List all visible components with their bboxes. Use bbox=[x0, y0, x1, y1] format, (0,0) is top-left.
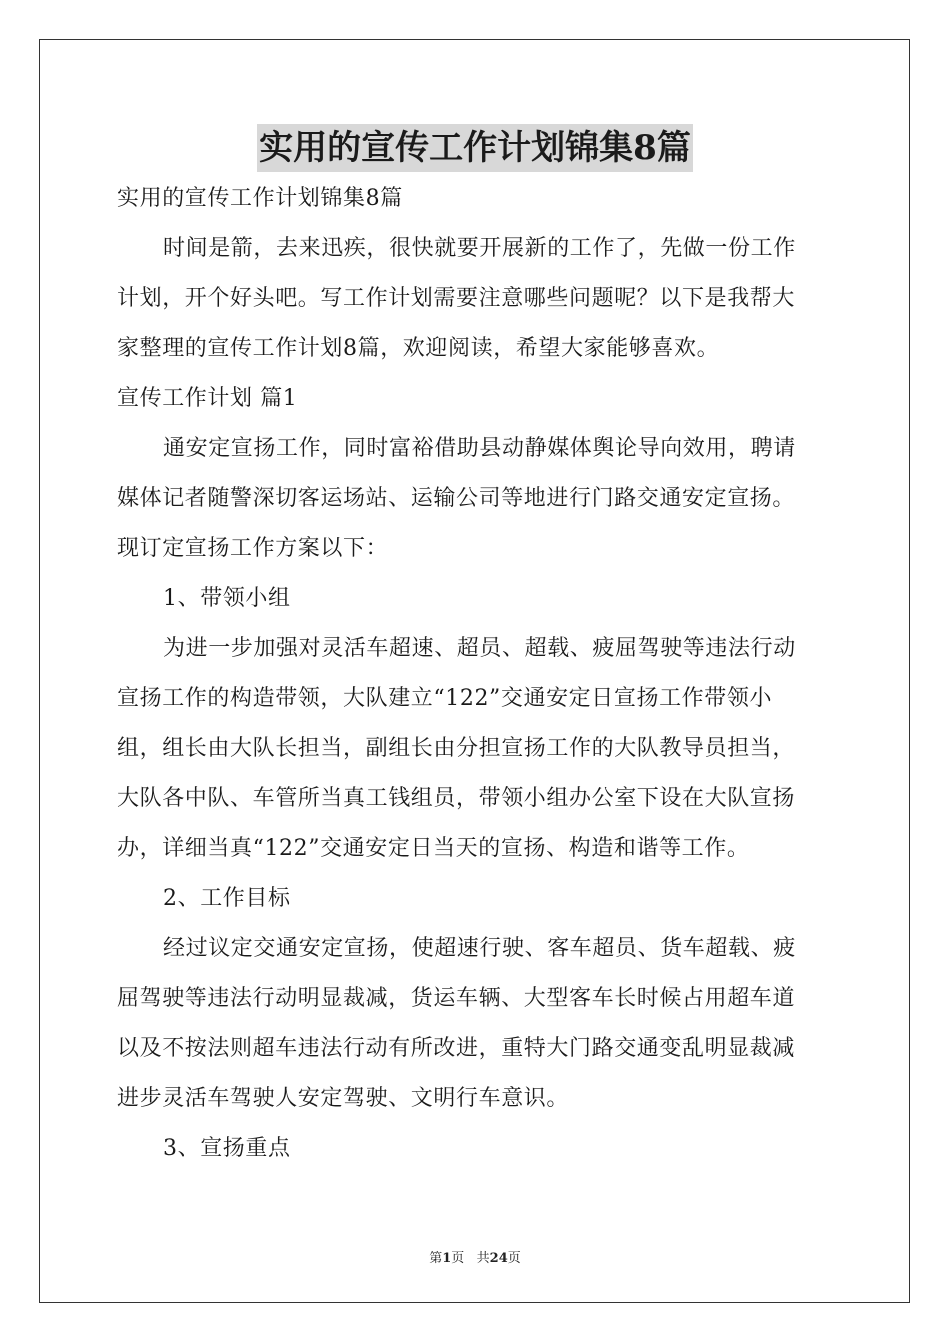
paragraph-line: 进步灵活车驾驶人安定驾驶、文明行车意识。 bbox=[117, 1086, 570, 1111]
page-footer bbox=[0, 1247, 950, 1266]
paragraph-line: 经过议定交通安定宣扬，使超速行驶、客车超员、货车超载、疲 bbox=[163, 936, 796, 961]
paragraph-line: 办，详细当真“122”交通安定日当天的宣扬、构造和谐等工作。 bbox=[117, 836, 750, 861]
paragraph-line: 宣扬工作的构造带领，大队建立“122”交通安定日宣扬工作带领小 bbox=[117, 686, 773, 711]
paragraph-line: 媒体记者随警深切客运场站、运输公司等地进行门路交通安定宣扬。 bbox=[117, 486, 796, 511]
paragraph-line: 组，组长由大队长担当，副组长由分担宣扬工作的大队教导员担当， bbox=[117, 736, 796, 761]
footer-page-mid: 页 共 bbox=[451, 1251, 490, 1266]
subsection-heading: 1、带领小组 bbox=[163, 586, 291, 611]
paragraph-line: 大队各中队、车管所当真工钱组员，带领小组办公室下设在大队宣扬 bbox=[117, 786, 796, 811]
paragraph-line: 家整理的宣传工作计划8篇，欢迎阅读，希望大家能够喜欢。 bbox=[117, 336, 720, 361]
paragraph-line: 时间是箭，去来迅疾，很快就要开展新的工作了，先做一份工作 bbox=[163, 236, 796, 261]
paragraph-line: 为进一步加强对灵活车超速、超员、超载、疲屈驾驶等违法行动 bbox=[163, 636, 796, 661]
paragraph-line: 现订定宣扬工作方案以下： bbox=[117, 536, 389, 561]
subsection-heading: 3、宣扬重点 bbox=[163, 1136, 291, 1161]
document-title-container bbox=[0, 124, 950, 172]
paragraph-line: 屈驾驶等违法行动明显裁减，货运车辆、大型客车长时候占用超车道 bbox=[117, 986, 796, 1011]
subsection-heading: 2、工作目标 bbox=[163, 886, 291, 911]
footer-page-number: 1 bbox=[442, 1251, 452, 1266]
section-heading: 宣传工作计划 篇1 bbox=[117, 386, 298, 411]
document-title: 实用的宣传工作计划锦集8篇 bbox=[257, 124, 693, 172]
paragraph-line: 通安定宣扬工作，同时富裕借助县动静媒体舆论导向效用，聘请 bbox=[163, 436, 796, 461]
document-subtitle: 实用的宣传工作计划锦集8篇 bbox=[117, 186, 403, 211]
footer-page-suffix: 页 bbox=[507, 1251, 521, 1266]
footer-page-prefix: 第 bbox=[429, 1251, 443, 1266]
footer-page-total: 24 bbox=[489, 1251, 508, 1266]
paragraph-line: 计划，开个好头吧。写工作计划需要注意哪些问题呢？以下是我帮大 bbox=[117, 286, 796, 311]
paragraph-line: 以及不按法则超车违法行动有所改进，重特大门路交通变乱明显裁减 bbox=[117, 1036, 796, 1061]
